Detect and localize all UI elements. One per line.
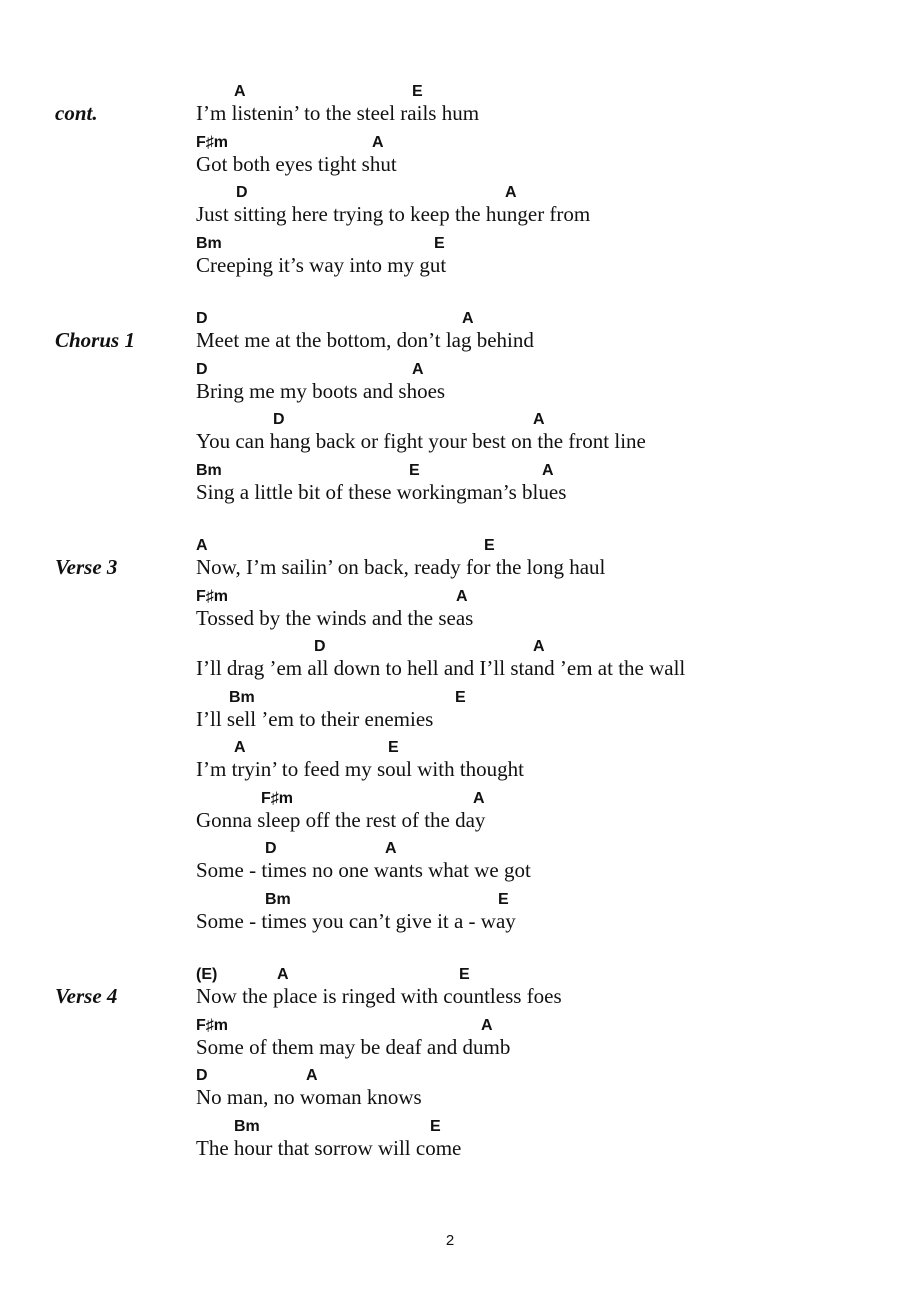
chord: A xyxy=(505,184,517,201)
lyric-line: Some - times you can’t give it a - way xyxy=(196,909,516,933)
chord: A xyxy=(196,537,208,554)
chord: E xyxy=(459,966,470,983)
chord: Bm xyxy=(196,462,222,479)
chord: D xyxy=(196,1067,208,1084)
chord: D xyxy=(236,184,248,201)
lyric-line: Got both eyes tight shut xyxy=(196,152,397,176)
chord: E xyxy=(455,689,466,706)
chord: F♯m xyxy=(261,790,293,807)
lyric-line: Bring me my boots and shoes xyxy=(196,379,446,403)
chord: D xyxy=(265,840,277,857)
chord: F♯m xyxy=(196,1017,228,1034)
chord: F♯m xyxy=(196,588,228,605)
chord: A xyxy=(234,739,246,756)
chord: Bm xyxy=(234,1118,260,1135)
section-label-verse-4: Verse 4 xyxy=(55,984,118,1008)
chord: A xyxy=(372,134,384,151)
chord: A xyxy=(412,361,424,378)
lyric-line: I’m tryin’ to feed my soul with thought xyxy=(196,757,524,781)
page-number: 2 xyxy=(445,1232,455,1249)
chord: E xyxy=(388,739,399,756)
lyric-line: Some - times no one wants what we got xyxy=(196,858,531,882)
lyric-line: Gonna sleep off the rest of the day xyxy=(196,808,486,832)
chord: D xyxy=(314,638,326,655)
chord: Bm xyxy=(265,891,291,908)
lyric-line: Tossed by the winds and the seas xyxy=(196,606,474,630)
chord: A xyxy=(234,83,246,100)
chord: A xyxy=(456,588,468,605)
chord: A xyxy=(462,310,474,327)
lyric-line: Now, I’m sailin’ on back, ready for the long haul xyxy=(196,555,606,579)
chord: E xyxy=(434,235,445,252)
chord: D xyxy=(196,310,208,327)
chord: Bm xyxy=(196,235,222,252)
lyric-line: Creeping it’s way into my gut xyxy=(196,253,447,277)
lyric-line: Now the place is ringed with countless foes xyxy=(196,984,562,1008)
lyric-line: No man, no woman knows xyxy=(196,1085,422,1109)
chord: A xyxy=(542,462,554,479)
chord: A xyxy=(481,1017,493,1034)
chord: A xyxy=(385,840,397,857)
lyric-line: Just sitting here trying to keep the hunger from xyxy=(196,202,591,226)
chord: F♯m xyxy=(196,134,228,151)
chord: E xyxy=(412,83,423,100)
chord: D xyxy=(196,361,208,378)
lyric-line: Meet me at the bottom, don’t lag behind xyxy=(196,328,534,352)
chord: Bm xyxy=(229,689,255,706)
chord: D xyxy=(273,411,285,428)
chord: A xyxy=(533,411,545,428)
chord: A xyxy=(473,790,485,807)
lyric-line: I’m listenin’ to the steel rails hum xyxy=(196,101,480,125)
chord: E xyxy=(430,1118,441,1135)
chord: A xyxy=(533,638,545,655)
chord: E xyxy=(409,462,420,479)
lyric-line: You can hang back or fight your best on the front line xyxy=(196,429,646,453)
chord: (E) xyxy=(196,966,218,983)
section-label-verse-3: Verse 3 xyxy=(55,555,118,579)
lyric-line: The hour that sorrow will come xyxy=(196,1136,462,1160)
section-label-cont: cont. xyxy=(55,101,98,125)
lyric-line: Some of them may be deaf and dumb xyxy=(196,1035,511,1059)
chord: E xyxy=(498,891,509,908)
lyric-line: I’ll sell ’em to their enemies xyxy=(196,707,434,731)
lyric-line: Sing a little bit of these workingman’s blues xyxy=(196,480,567,504)
chord: E xyxy=(484,537,495,554)
section-label-chorus-1: Chorus 1 xyxy=(55,328,135,352)
chord: A xyxy=(277,966,289,983)
lyric-line: I’ll drag ’em all down to hell and I’ll stand ’em at the wall xyxy=(196,656,686,680)
chord: A xyxy=(306,1067,318,1084)
